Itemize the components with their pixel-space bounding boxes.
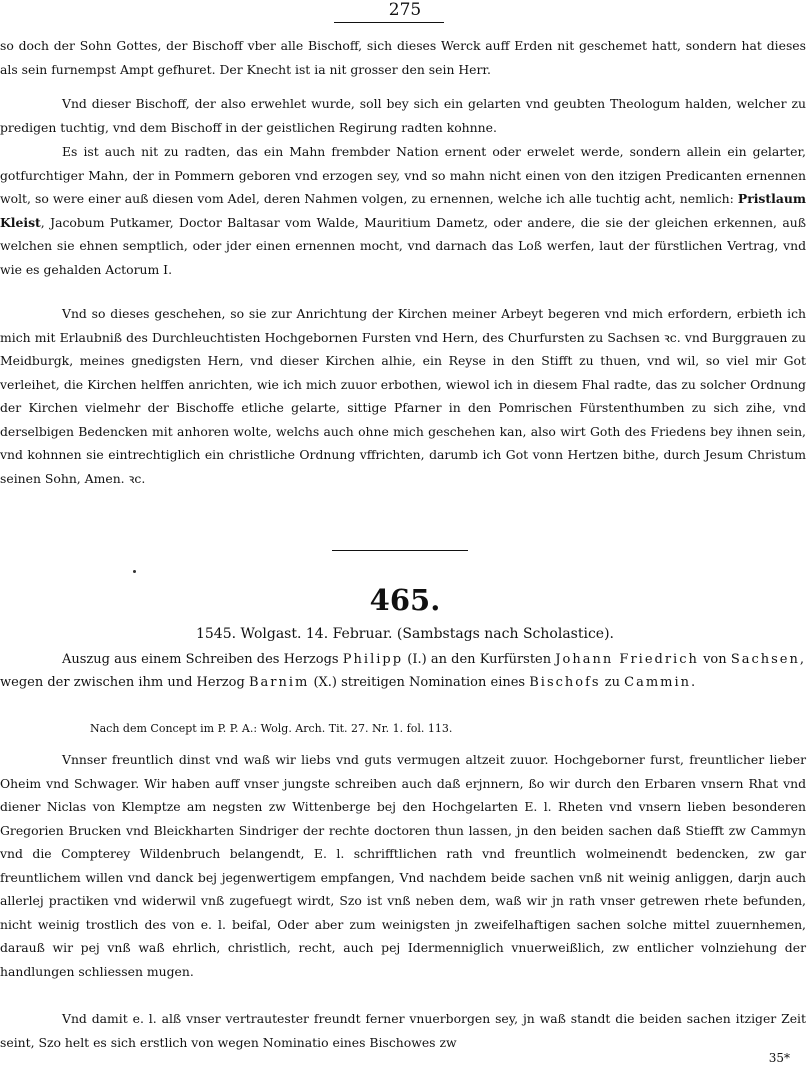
nomination-text-2: , Jacobum Putkamer, Doctor Baltasar vom Walde, Mauritium Dametz, oder andere, die sie der gleichen erkennen, auß welchen sie ehnen semptlich, oder jder einen ernennen mocht, vnd darnach das Loß werfen, laut der fürstlichen Vertrag, vnd wie es gehalden xyxy=(0,214,806,277)
summary-text-3: von xyxy=(703,652,727,667)
summary-text-2: (I.) an den Kurfürsten xyxy=(407,652,552,667)
letter-body-2: Vnd damit e. l. alß vnser vertrautester freundt ferner vnuerborgen sey, jn waß standt die beiden sachen itziger Zeit seint, Szo helt es sich erstlich von wegen Nominatio eines Bischowes zw xyxy=(0,1011,806,1050)
ink-speck xyxy=(133,570,136,573)
document-header: 1545. Wolgast. 14. Februar. (Sambstags nach Scholastice). xyxy=(195,626,614,642)
summary-text-5: (X.) streitigen Nomination eines xyxy=(313,675,526,690)
nomination-reference: Actorum I. xyxy=(105,261,173,277)
summary-text-4: wegen der zwischen ihm und Herzog xyxy=(0,675,245,690)
summary-name-johann: Johann Friedrich xyxy=(555,652,699,667)
page-number: 275 xyxy=(388,0,422,20)
summary-name-bischofs: Bischofs xyxy=(529,675,601,690)
summary-name-sachsen: Sachsen, xyxy=(730,652,806,667)
paragraph-bischoff: Vnd dieser Bischoff, der also erwehlet wurde, soll bey sich ein gelarten vnd geubten Theologum halden, welcher zu predigen tuchtig, vnd dem Bischoff in der geistlichen Regirung radten kohnne. xyxy=(0,96,806,135)
summary-text-1: Auszug aus einem Schreiben des Herzogs xyxy=(62,652,339,667)
nomination-text-1: Es ist auch nit zu radten, das ein Mahn frembder Nation ernent oder erwelet werde, sondern allein ein gelarter, gotfurchtiger Mahn, der in Pommern geboren vnd erzogen sey, vnd so mahn nicht einen von den itzigen Predicanten ernennen wolt, so were einer auß diesen vom Adel, deren Nahmen volgen, zu ernennen, welche ich alle tuchtig acht, nemlich: xyxy=(0,144,806,206)
document-number: 465. xyxy=(369,583,441,617)
highlighted-name: Pristlaum Kleist xyxy=(0,191,806,230)
sheet-signature: 35* xyxy=(768,1051,790,1065)
summary-name-cammin: Cammin. xyxy=(624,675,698,690)
summary-name-barnim: Barnim xyxy=(248,675,310,690)
source-note: Nach dem Concept im P. P. A.: Wolg. Arch. Tit. 27. Nr. 1. fol. 113. xyxy=(90,722,453,735)
document-summary xyxy=(0,648,806,694)
letter-body-1: Vnnser freuntlich dinst vnd waß wir liebs vnd guts vermugen altzeit zuuor. Hochgeborner furst, freuntlicher lieber Oheim vnd Schwager. Wir haben auff vnser jungste schreiben auch daß erjnnern, ßo wir durch den Erbaren vnsern Rhat vnd diener Niclas von Klemptze am negsten zw Wittenberge bej den Hochgelarten E. l. Rheten vnd vnsern lieben besonderen Gregorien Brucken vnd Bleickharten Sindriger der rechte doctoren thun lassen, jn den beiden sachen daß Stiefft zw Cammyn vnd die Compterey Wildenbruch belangendt, E. l. schrifftlichen rath vnd freuntlich wolmeinendt bedencken, zw gar freuntlichem willen vnd danck bej jegenwertigem empfangen, Vnd nachdem beide sachen vnß nit weinig anliggen, darjn auch allerlej practiken vnd widerwil vnß zugefuegt wirdt, Szo ist vnß neben dem, waß wir jn rath vnser getrewen rhete befunden, nicht weinig trostlich des von e. l. beifal, Oder aber zum weinigsten jn zweifelhaftigen sachen solche mittel zuuernhemen, darauß wir pej vnß waß ehrlich, christlich, recht, auch pej Idermenniglich vnuerweißlich, zw entlicher volnziehung der handlungen schliessen mugen. xyxy=(0,752,806,979)
summary-text-6: zu xyxy=(604,675,620,690)
top-rule xyxy=(334,22,444,23)
section-divider xyxy=(332,550,468,551)
paragraph-nomination xyxy=(0,140,806,281)
summary-name-philipp: Philipp xyxy=(342,652,404,667)
paragraph-reise: Vnd so dieses geschehen, so sie zur Anrichtung der Kirchen meiner Arbeyt begeren vnd mich erfordern, erbieth ich mich mit Erlaubniß des Durchleuchtisten Hochgebornen Fursten vnd Hern, des Churfursten zu Sachsen ꝛc. vnd Burggrauen zu Meidburgk, meines gnedigsten Hern, vnd dieser Kirchen alhie, ein Reyse in den Stifft zu thuen, vnd wil, so viel mir Got verleihet, die Kirchen helffen anrichten, wie ich mich zuuor erbothen, wiewol ich in diesem Fhal radte, das zu solcher Ordnung der Kirchen vielmehr der Bischoffe etliche gelarte, sittige Pfarner in den Pomrischen Fürstenthumben zu sich zihe, vnd derselbigen Bedencken mit anhoren wolte, welchs auch ohne mich geschehen kan, also wirt Goth des Friedens bey ihnen sein, vnd kohnnen sie eintrechtiglich ein christliche Ordnung vffrichten, darumb ich Got vonn Hertzen bithe, durch Jesum Christum seinen Sohn, Amen. ꝛc. xyxy=(0,306,806,486)
paragraph-continuation: so doch der Sohn Gottes, der Bischoff vber alle Bischoff, sich dieses Werck auff Erden nit geschemet hatt, sondern hat dieses als sein furnempst Ampt gefhuret. Der Knecht ist ia nit grosser den sein Herr. xyxy=(0,38,806,77)
